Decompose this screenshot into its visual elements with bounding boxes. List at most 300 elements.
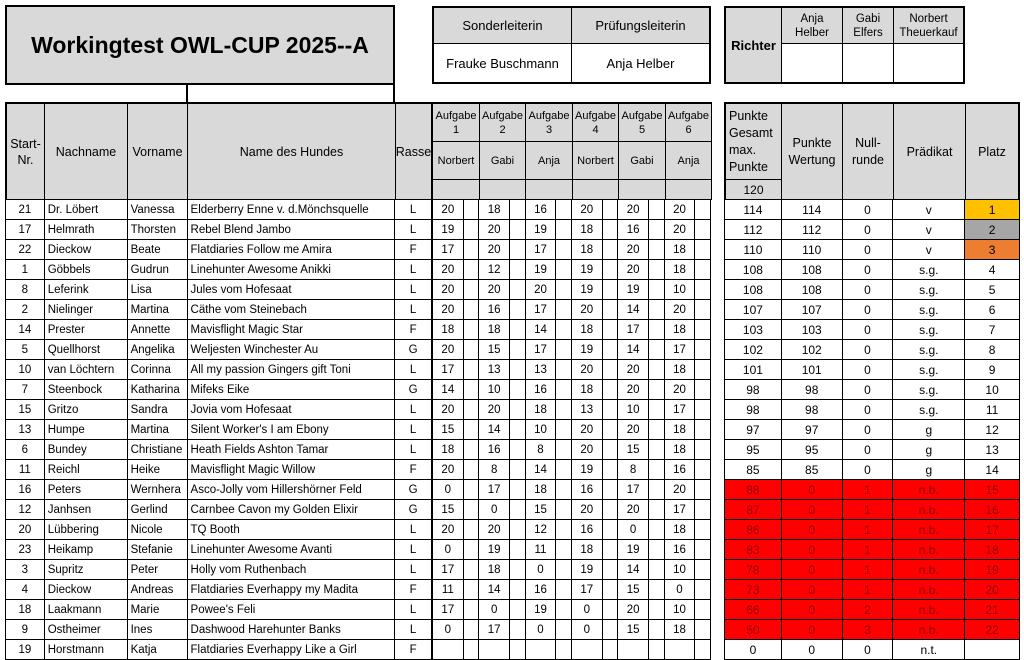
cell-score-4: 19: [571, 280, 602, 300]
cell-vorname: Gudrun: [127, 260, 187, 280]
cell-vorname: Christiane: [127, 440, 187, 460]
cell-score-5: 14: [618, 560, 649, 580]
cell-score-3: 0: [525, 620, 556, 640]
cell-score-spacer: [602, 480, 618, 500]
cell-score-spacer: [509, 280, 525, 300]
cell-score-spacer: [556, 260, 572, 280]
cell-vorname: Katja: [127, 640, 187, 660]
cell-score-spacer: [602, 520, 618, 540]
cell-nachname: Bundey: [44, 440, 127, 460]
hdr-vorname: Vorname: [127, 102, 188, 200]
cell-score-spacer: [463, 640, 479, 660]
cell-start-nr: 11: [6, 460, 45, 480]
table-row: [725, 400, 1020, 420]
cell-score-spacer: [648, 620, 664, 640]
hdr-start: Start-Nr.: [5, 102, 45, 200]
cell-score-6: 18: [664, 620, 695, 640]
cell-score-spacer: [509, 540, 525, 560]
cell-score-spacer: [695, 500, 711, 520]
cell-score-spacer: [648, 300, 664, 320]
cell-score-2: 18: [479, 200, 510, 220]
cell-wertung: 0: [781, 540, 842, 560]
table-row: [725, 260, 1020, 280]
cell-score-spacer: [463, 240, 479, 260]
cell-hund-name: Mifeks Eike: [187, 380, 395, 400]
table-row: [433, 340, 711, 360]
cell-hund-name: Dashwood Harehunter Banks: [187, 620, 395, 640]
cell-platz: 6: [965, 300, 1020, 320]
cell-score-spacer: [695, 600, 711, 620]
cell-score-spacer: [463, 380, 479, 400]
cell-score-spacer: [509, 560, 525, 580]
cell-score-3: 16: [525, 380, 556, 400]
cell-score-spacer: [602, 580, 618, 600]
cell-platz: 7: [965, 320, 1020, 340]
sonder-label: Sonderleiterin: [432, 6, 572, 44]
cell-score-4: 13: [571, 400, 602, 420]
cell-score-6: 17: [664, 340, 695, 360]
cell-start-nr: 7: [6, 380, 45, 400]
cell-rasse: F: [395, 640, 432, 660]
judge-1: Anja Helber: [781, 6, 843, 44]
cell-score-spacer: [648, 420, 664, 440]
cell-score-6: 10: [664, 600, 695, 620]
table-row: [433, 580, 711, 600]
cell-hund-name: Asco-Jolly vom Hillershörner Feld: [187, 480, 395, 500]
cell-hund-name: Linehunter Awesome Anikki: [187, 260, 395, 280]
cell-score-spacer: [648, 460, 664, 480]
cell-nachname: Janhsen: [44, 500, 127, 520]
cell-score-1: 17: [433, 600, 464, 620]
cell-hund-name: Holly vom Ruthenbach: [187, 560, 395, 580]
cell-wertung: 0: [781, 560, 842, 580]
table-row: [433, 460, 711, 480]
cell-score-5: 19: [618, 540, 649, 560]
richter-label: Richter: [724, 6, 782, 84]
hdr-aufgabe-richter-3: Anja: [525, 141, 573, 180]
cell-score-5: 15: [618, 620, 649, 640]
cell-score-spacer: [556, 520, 572, 540]
cell-score-4: 0: [571, 620, 602, 640]
cell-praedikat: s.g.: [893, 260, 965, 280]
cell-score-spacer: [695, 200, 711, 220]
cell-score-2: 15: [479, 340, 510, 360]
cell-wertung: 103: [781, 320, 842, 340]
cell-score-spacer: [463, 580, 479, 600]
pruefung-name: Anja Helber: [571, 43, 711, 84]
results-table-left: [5, 199, 432, 660]
cell-platz: 20: [965, 580, 1020, 600]
cell-platz: 21: [965, 600, 1020, 620]
cell-score-3: 18: [525, 480, 556, 500]
cell-score-spacer: [463, 460, 479, 480]
cell-rasse: F: [395, 320, 432, 340]
cell-praedikat: s.g.: [893, 320, 965, 340]
cell-wertung: 0: [781, 640, 842, 660]
table-row: [6, 420, 432, 440]
cell-platz: 19: [965, 560, 1020, 580]
cell-hund-name: Flatdiaries Everhappy my Madita: [187, 580, 395, 600]
cell-score-5: 20: [618, 240, 649, 260]
cell-wertung: 0: [781, 480, 842, 500]
cell-score-6: 10: [664, 560, 695, 580]
cell-nullrunde: 1: [842, 520, 893, 540]
table-row: [433, 220, 711, 240]
cell-score-spacer: [556, 340, 572, 360]
table-row: [433, 360, 711, 380]
hdr-punkte-gesamt: Punkte Gesamt max. Punkte: [724, 102, 782, 180]
cell-score-3: 17: [525, 300, 556, 320]
table-row: [6, 380, 432, 400]
cell-gesamt: 83: [725, 540, 782, 560]
judge-1-sign: [781, 43, 843, 84]
cell-nullrunde: 0: [842, 640, 893, 660]
cell-score-spacer: [509, 480, 525, 500]
table-row: [433, 600, 711, 620]
cell-nachname: Ostheimer: [44, 620, 127, 640]
cell-praedikat: n.b.: [893, 620, 965, 640]
cell-hund-name: Flatdiaries Follow me Amira: [187, 240, 395, 260]
cell-score-5: [618, 640, 649, 660]
cell-score-spacer: [602, 260, 618, 280]
cell-score-1: 17: [433, 360, 464, 380]
cell-nullrunde: 0: [842, 380, 893, 400]
cell-score-spacer: [509, 460, 525, 480]
cell-gesamt: 110: [725, 240, 782, 260]
cell-nachname: Steenbock: [44, 380, 127, 400]
cell-score-spacer: [602, 560, 618, 580]
cell-rasse: L: [395, 600, 432, 620]
cell-praedikat: s.g.: [893, 380, 965, 400]
table-row: [725, 520, 1020, 540]
cell-score-spacer: [648, 520, 664, 540]
cell-score-spacer: [556, 240, 572, 260]
cell-score-spacer: [509, 320, 525, 340]
table-row: [6, 260, 432, 280]
cell-score-spacer: [695, 400, 711, 420]
judge-3: Norbert Theuerkauf: [893, 6, 965, 44]
cell-score-1: 17: [433, 560, 464, 580]
cell-start-nr: 4: [6, 580, 45, 600]
cell-gesamt: 102: [725, 340, 782, 360]
cell-score-6: 20: [664, 380, 695, 400]
cell-score-spacer: [695, 380, 711, 400]
table-row: [6, 340, 432, 360]
cell-nullrunde: 1: [842, 540, 893, 560]
cell-score-spacer: [602, 420, 618, 440]
cell-score-spacer: [648, 440, 664, 460]
cell-score-4: 19: [571, 260, 602, 280]
cell-score-spacer: [556, 640, 572, 660]
table-row: [725, 360, 1020, 380]
cell-score-1: 20: [433, 400, 464, 420]
cell-score-5: 20: [618, 420, 649, 440]
cell-score-spacer: [602, 640, 618, 660]
cell-hund-name: Jules vom Hofesaat: [187, 280, 395, 300]
cell-score-spacer: [648, 580, 664, 600]
cell-score-3: 8: [525, 440, 556, 460]
cell-score-spacer: [463, 600, 479, 620]
cell-score-2: 14: [479, 420, 510, 440]
cell-start-nr: 2: [6, 300, 45, 320]
table-row: [433, 400, 711, 420]
cell-vorname: Thorsten: [127, 220, 187, 240]
hdr-aufgabe-blank: [525, 179, 573, 200]
cell-wertung: 85: [781, 460, 842, 480]
cell-platz: 16: [965, 500, 1020, 520]
table-row: [433, 640, 711, 660]
cell-score-spacer: [695, 220, 711, 240]
cell-score-spacer: [556, 560, 572, 580]
table-row: [6, 460, 432, 480]
cell-vorname: Nicole: [127, 520, 187, 540]
cell-wertung: 98: [781, 380, 842, 400]
cell-score-2: 14: [479, 580, 510, 600]
cell-wertung: 110: [781, 240, 842, 260]
cell-rasse: L: [395, 260, 432, 280]
cell-score-spacer: [695, 300, 711, 320]
cell-score-spacer: [556, 600, 572, 620]
cell-wertung: 0: [781, 600, 842, 620]
cell-score-spacer: [648, 480, 664, 500]
cell-nachname: Supritz: [44, 560, 127, 580]
cell-rasse: G: [395, 480, 432, 500]
cell-hund-name: TQ Booth: [187, 520, 395, 540]
cell-score-spacer: [602, 360, 618, 380]
cell-score-spacer: [509, 200, 525, 220]
cell-score-spacer: [556, 500, 572, 520]
cell-score-spacer: [648, 260, 664, 280]
hdr-aufgabe-2: Aufgabe 2: [479, 102, 526, 142]
cell-score-5: 0: [618, 520, 649, 540]
cell-score-spacer: [602, 460, 618, 480]
table-row: [433, 380, 711, 400]
cell-hund-name: Weljesten Winchester Au: [187, 340, 395, 360]
cell-score-5: 14: [618, 300, 649, 320]
cell-score-6: 20: [664, 220, 695, 240]
cell-score-4: 18: [571, 540, 602, 560]
cell-rasse: L: [395, 520, 432, 540]
cell-score-5: 20: [618, 380, 649, 400]
cell-score-1: 11: [433, 580, 464, 600]
cell-score-4: 20: [571, 300, 602, 320]
cell-platz: 8: [965, 340, 1020, 360]
hdr-aufgabe-richter-5: Gabi: [618, 141, 666, 180]
cell-score-spacer: [463, 300, 479, 320]
cell-nullrunde: 1: [842, 560, 893, 580]
table-row: [6, 580, 432, 600]
cell-score-spacer: [509, 600, 525, 620]
cell-platz: 18: [965, 540, 1020, 560]
cell-score-5: 17: [618, 480, 649, 500]
cell-score-2: 10: [479, 380, 510, 400]
cell-score-spacer: [509, 440, 525, 460]
cell-vorname: Martina: [127, 420, 187, 440]
cell-nullrunde: 0: [842, 440, 893, 460]
cell-score-spacer: [509, 360, 525, 380]
cell-score-spacer: [463, 500, 479, 520]
hdr-aufgabe-richter-6: Anja: [665, 141, 712, 180]
table-row: [725, 560, 1020, 580]
cell-score-spacer: [602, 200, 618, 220]
cell-praedikat: n.b.: [893, 540, 965, 560]
cell-start-nr: 8: [6, 280, 45, 300]
cell-praedikat: v: [893, 240, 965, 260]
cell-score-spacer: [648, 240, 664, 260]
cell-gesamt: 85: [725, 460, 782, 480]
cell-praedikat: n.b.: [893, 600, 965, 620]
cell-nachname: van Löchtern: [44, 360, 127, 380]
table-row: [6, 220, 432, 240]
table-row: [433, 240, 711, 260]
cell-rasse: L: [395, 300, 432, 320]
cell-praedikat: n.b.: [893, 560, 965, 580]
cell-score-spacer: [509, 420, 525, 440]
cell-hund-name: Carnbee Cavon my Golden Elixir: [187, 500, 395, 520]
cell-score-spacer: [648, 280, 664, 300]
cell-score-spacer: [509, 380, 525, 400]
cell-praedikat: n.b.: [893, 580, 965, 600]
cell-score-4: 16: [571, 520, 602, 540]
cell-score-6: 18: [664, 260, 695, 280]
cell-score-3: 18: [525, 400, 556, 420]
table-row: [433, 540, 711, 560]
cell-score-1: 20: [433, 340, 464, 360]
cell-score-spacer: [509, 640, 525, 660]
cell-nullrunde: 0: [842, 360, 893, 380]
cell-score-4: 16: [571, 480, 602, 500]
cell-wertung: 102: [781, 340, 842, 360]
cell-praedikat: g: [893, 420, 965, 440]
cell-score-3: 0: [525, 560, 556, 580]
cell-score-5: 20: [618, 260, 649, 280]
cell-nachname: Horstmann: [44, 640, 127, 660]
cell-praedikat: g: [893, 460, 965, 480]
cell-score-spacer: [695, 420, 711, 440]
table-row: [433, 420, 711, 440]
cell-score-spacer: [695, 540, 711, 560]
sonder-name: Frauke Buschmann: [432, 43, 572, 84]
cell-vorname: Beate: [127, 240, 187, 260]
cell-nullrunde: 0: [842, 200, 893, 220]
cell-praedikat: n.b.: [893, 500, 965, 520]
cell-start-nr: 12: [6, 500, 45, 520]
cell-nullrunde: 0: [842, 240, 893, 260]
cell-score-spacer: [695, 440, 711, 460]
cell-platz: 5: [965, 280, 1020, 300]
cell-score-6: 17: [664, 500, 695, 520]
cell-score-6: 18: [664, 420, 695, 440]
cell-start-nr: 5: [6, 340, 45, 360]
cell-score-4: 17: [571, 580, 602, 600]
cell-nullrunde: 0: [842, 220, 893, 240]
cell-wertung: 108: [781, 260, 842, 280]
hdr-aufgabe-3: Aufgabe 3: [525, 102, 573, 142]
cell-hund-name: Silent Worker's I am Ebony: [187, 420, 395, 440]
cell-score-3: 10: [525, 420, 556, 440]
cell-hund-name: Cäthe vom Steinebach: [187, 300, 395, 320]
cell-praedikat: n.t.: [893, 640, 965, 660]
table-row: [6, 620, 432, 640]
cell-score-spacer: [556, 540, 572, 560]
cell-praedikat: g: [893, 440, 965, 460]
cell-score-spacer: [648, 500, 664, 520]
cell-wertung: 101: [781, 360, 842, 380]
cell-score-6: 20: [664, 480, 695, 500]
cell-score-spacer: [463, 480, 479, 500]
cell-nullrunde: 1: [842, 580, 893, 600]
cell-platz: 13: [965, 440, 1020, 460]
cell-praedikat: s.g.: [893, 400, 965, 420]
cell-vorname: Katharina: [127, 380, 187, 400]
cell-platz: 12: [965, 420, 1020, 440]
cell-score-1: [433, 640, 464, 660]
cell-score-spacer: [602, 600, 618, 620]
hdr-hund: Name des Hundes: [187, 102, 396, 200]
cell-score-5: 19: [618, 280, 649, 300]
cell-score-spacer: [463, 340, 479, 360]
cell-platz: [965, 640, 1020, 660]
cell-nachname: Nielinger: [44, 300, 127, 320]
cell-rasse: G: [395, 380, 432, 400]
cell-score-spacer: [602, 240, 618, 260]
cell-vorname: Gerlind: [127, 500, 187, 520]
cell-gesamt: 78: [725, 560, 782, 580]
cell-start-nr: 23: [6, 540, 45, 560]
cell-start-nr: 9: [6, 620, 45, 640]
cell-start-nr: 18: [6, 600, 45, 620]
table-row: [725, 440, 1020, 460]
cell-score-spacer: [463, 620, 479, 640]
cell-score-1: 15: [433, 420, 464, 440]
cell-start-nr: 17: [6, 220, 45, 240]
cell-score-5: 16: [618, 220, 649, 240]
cell-score-1: 0: [433, 540, 464, 560]
cell-score-5: 8: [618, 460, 649, 480]
cell-score-6: 0: [664, 580, 695, 600]
cell-nullrunde: 1: [842, 480, 893, 500]
cell-hund-name: Linehunter Awesome Avanti: [187, 540, 395, 560]
cell-score-spacer: [509, 260, 525, 280]
table-row: [725, 600, 1020, 620]
hdr-aufgabe-richter-1: Norbert: [432, 141, 480, 180]
table-row: [6, 500, 432, 520]
cell-score-6: 10: [664, 280, 695, 300]
cell-rasse: F: [395, 580, 432, 600]
cell-score-spacer: [602, 340, 618, 360]
cell-score-4: 20: [571, 440, 602, 460]
cell-score-spacer: [648, 220, 664, 240]
cell-nachname: Heikamp: [44, 540, 127, 560]
cell-hund-name: Rebel Blend Jambo: [187, 220, 395, 240]
cell-score-1: 20: [433, 260, 464, 280]
cell-hund-name: Mavisflight Magic Willow: [187, 460, 395, 480]
cell-nachname: Quellhorst: [44, 340, 127, 360]
cell-score-spacer: [509, 340, 525, 360]
cell-score-3: 17: [525, 340, 556, 360]
cell-score-spacer: [509, 400, 525, 420]
cell-rasse: L: [395, 200, 432, 220]
cell-score-4: 18: [571, 240, 602, 260]
cell-rasse: F: [395, 240, 432, 260]
cell-score-6: 18: [664, 360, 695, 380]
hdr-rasse: Rasse: [395, 102, 432, 200]
cell-score-2: 13: [479, 360, 510, 380]
cell-wertung: 114: [781, 200, 842, 220]
table-row: [6, 540, 432, 560]
cell-score-spacer: [556, 420, 572, 440]
cell-nullrunde: 0: [842, 300, 893, 320]
